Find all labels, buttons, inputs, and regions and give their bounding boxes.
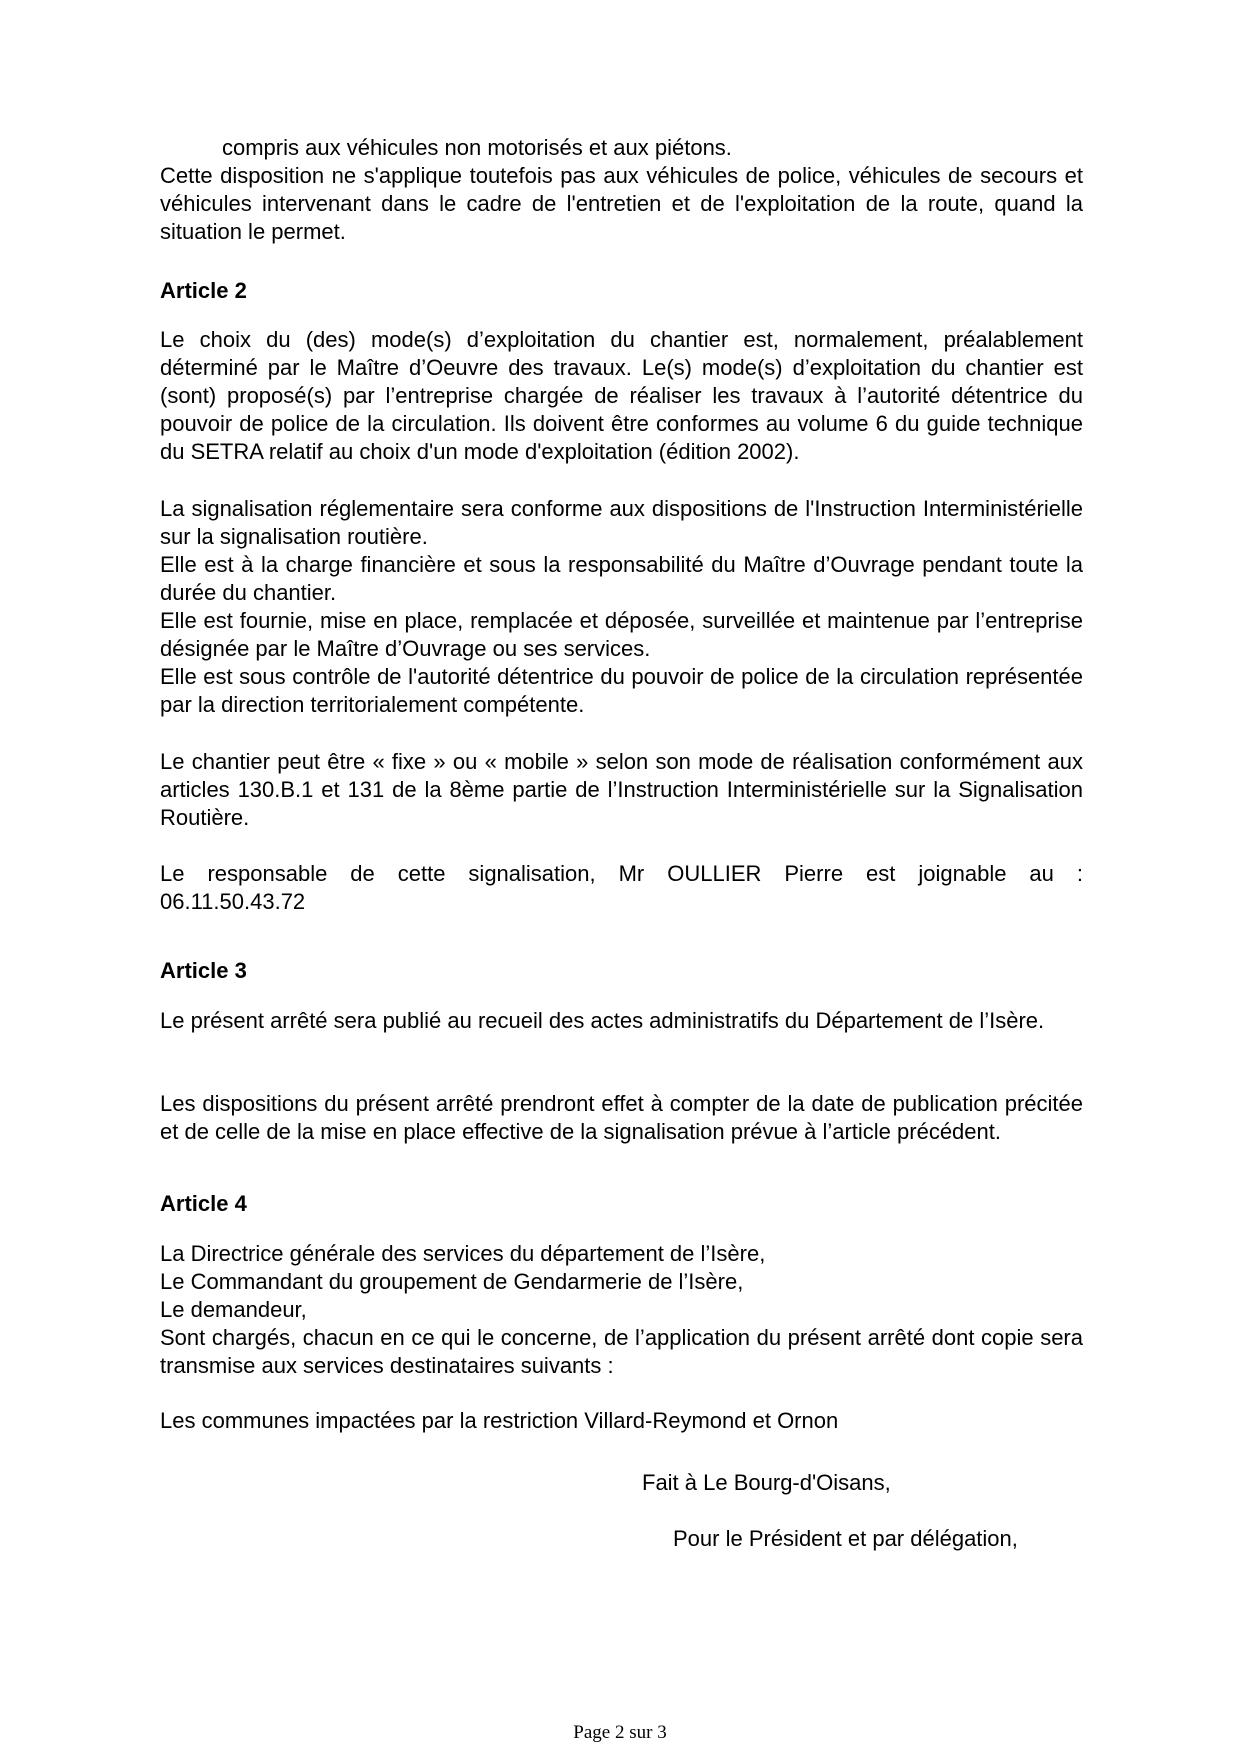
- page-number-footer: Page 2 sur 3: [573, 1722, 667, 1743]
- signalisation-line-4: Elle est sous contrôle de l'autorité détentrice du pouvoir de police de la circulation représentée par la direction territorialement compétente.: [160, 664, 1083, 717]
- article-4-charge-paragraph: Sont chargés, chacun en ce qui le concerne, de l’application du présent arrêté dont copie sera transmise aux services destinataires suivants :: [160, 1325, 1083, 1378]
- article-4-communes: Les communes impactées par la restriction Villard-Reymond et Ornon: [160, 1408, 839, 1433]
- intro-first-line: compris aux véhicules non motorisés et aux piétons.: [222, 135, 732, 160]
- article-4-heading: Article 4: [160, 1191, 247, 1216]
- article-4-list: [160, 1240, 1083, 1324]
- article-2-paragraph-3: Le chantier peut être « fixe » ou « mobile » selon son mode de réalisation conformément aux articles 130.B.1 et 131 de la 8ème partie de l’Instruction Interministérielle sur la Signalisation Routière.: [160, 749, 1083, 830]
- signalisation-line-2: Elle est à la charge financière et sous la responsabilité du Maître d’Ouvrage pendant toute la durée du chantier.: [160, 552, 1083, 605]
- signalisation-line-3: Elle est fournie, mise en place, remplacée et déposée, surveillée et maintenue par l’entreprise désignée par le Maître d’Ouvrage ou ses services.: [160, 608, 1083, 661]
- responsable-phone: 06.11.50.43.72: [160, 889, 306, 914]
- article-2-signalisation-paragraph: [160, 495, 1083, 719]
- article-3-heading: Article 3: [160, 958, 247, 983]
- article-2-heading: Article 2: [160, 278, 247, 303]
- article-2-paragraph-1: Le choix du (des) mode(s) d’exploitation du chantier est, normalement, préalablement déterminé par le Maître d’Oeuvre des travaux. Le(s) mode(s) d’exploitation du chantier est (sont) proposé(s) par l’entreprise chargée de réaliser les travaux à l’autorité détentrice du pouvoir de police de la circulation. Ils doivent être conformes au volume 6 du guide technique du SETRA relatif au choix d'un mode d'exploitation (édition 2002).: [160, 327, 1083, 464]
- article-4-line-2: Le Commandant du groupement de Gendarmerie de l’Isère,: [160, 1269, 744, 1294]
- article-3-paragraph-1: Le présent arrêté sera publié au recueil des actes administratifs du Département de l’Isère.: [160, 1008, 1045, 1033]
- article-4-line-3: Le demandeur,: [160, 1297, 307, 1322]
- signature-delegation: Pour le Président et par délégation,: [673, 1526, 1018, 1551]
- signalisation-line-1: La signalisation réglementaire sera conforme aux dispositions de l'Instruction Interministérielle sur la signalisation routière.: [160, 496, 1083, 549]
- article-4-line-1: La Directrice générale des services du département de l’Isère,: [160, 1241, 766, 1266]
- article-3-paragraph-2: Les dispositions du présent arrêté prendront effet à compter de la date de publication précitée et de celle de la mise en place effective de la signalisation prévue à l’article précédent.: [160, 1091, 1083, 1144]
- responsable-line: Le responsable de cette signalisation, Mr OULLIER Pierre est joignable au :: [160, 861, 1083, 886]
- intro-paragraph: Cette disposition ne s'applique toutefois pas aux véhicules de police, véhicules de secours et véhicules intervenant dans le cadre de l'entretien et de l'exploitation de la route, quand la situation le permet.: [160, 163, 1083, 244]
- signature-place: Fait à Le Bourg-d'Oisans,: [642, 1470, 891, 1495]
